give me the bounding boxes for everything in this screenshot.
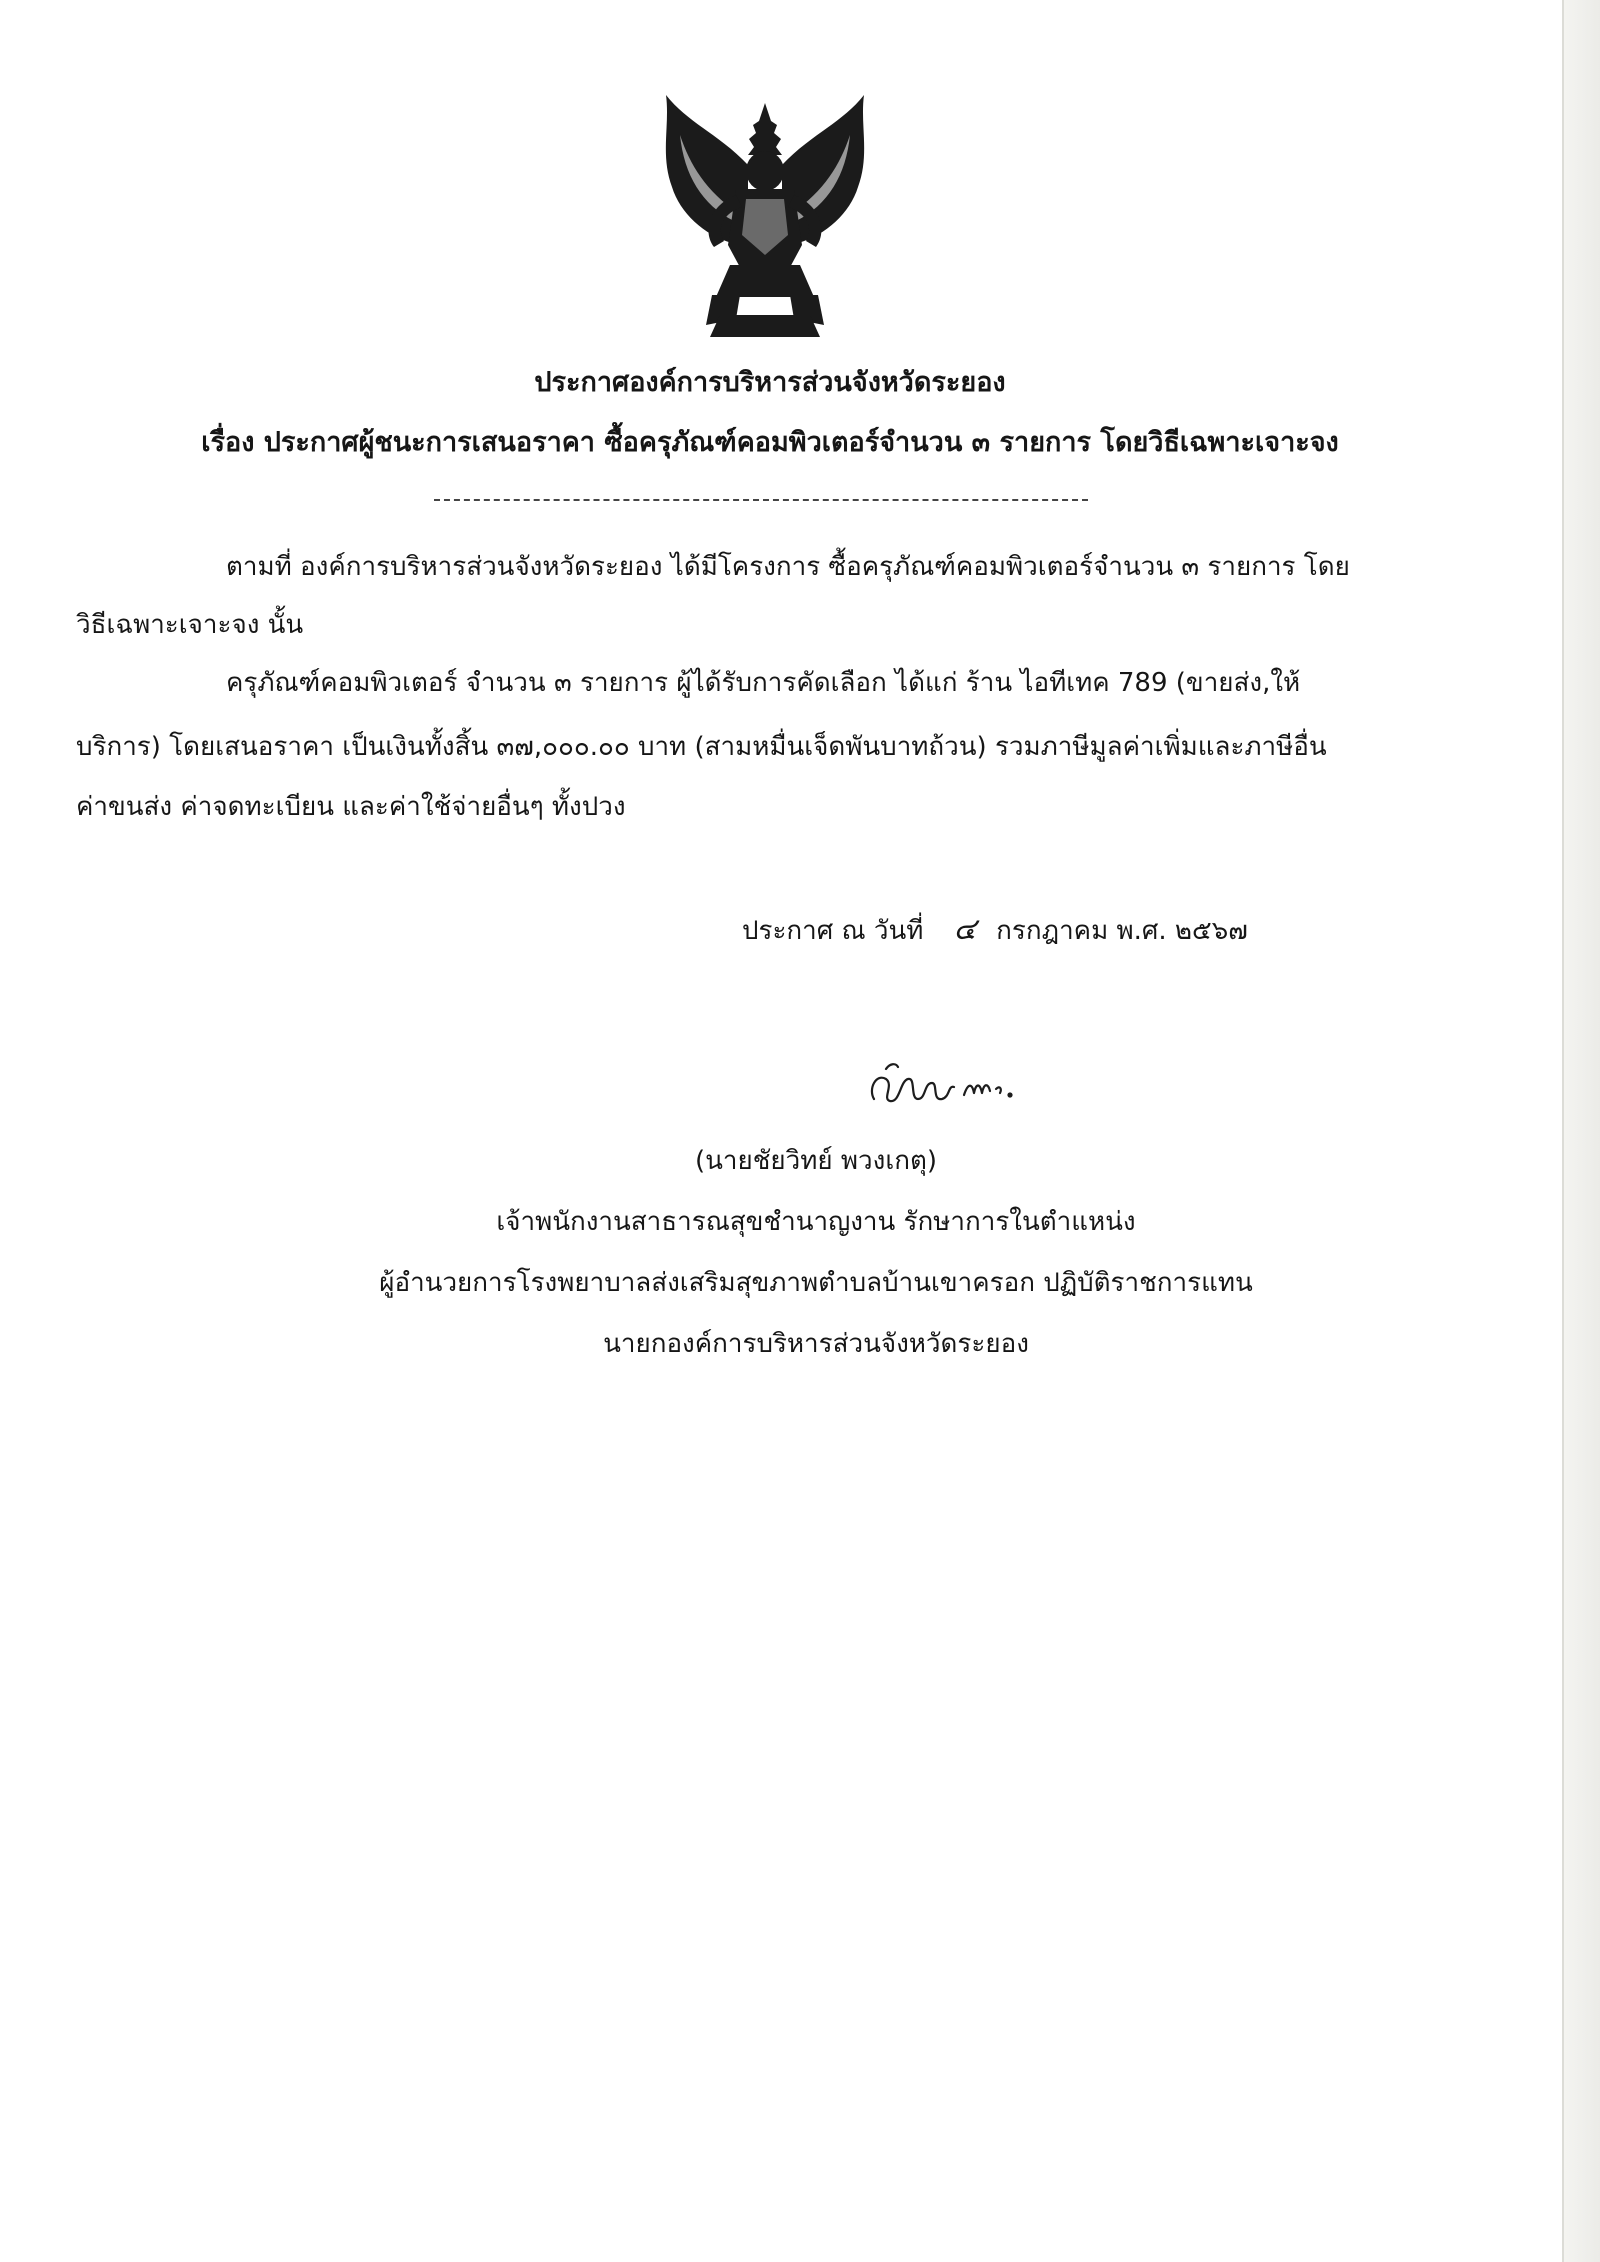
title-divider [434, 499, 1088, 501]
handwritten-signature [860, 1055, 1060, 1115]
date-month-year: กรกฎาคม พ.ศ. ๒๕๖๗ [996, 916, 1248, 946]
signer-name: (นายชัยวิทย์ พวงเกตุ) [695, 1146, 937, 1176]
announcement-subject: เรื่อง ประกาศผู้ชนะการเสนอราคา ซื้อครุภัณฑ์คอมพิวเตอร์จำนวน ๓ รายการ โดยวิธีเฉพาะเจาะจง [201, 427, 1339, 458]
paragraph2-line3: ค่าขนส่ง ค่าจดทะเบียน และค่าใช้จ่ายอื่นๆ ทั้งปวง [76, 792, 626, 822]
announcement-title: ประกาศองค์การบริหารส่วนจังหวัดระยอง [534, 367, 1006, 398]
page-edge [1562, 0, 1600, 2262]
paragraph2-line2: บริการ) โดยเสนอราคา เป็นเงินทั้งสิ้น ๓๗,๐๐๐.๐๐ บาท (สามหมื่นเจ็ดพันบาทถ้วน) รวมภาษีมูลค่าเพิ่มและภาษีอื่น [76, 732, 1327, 762]
paragraph1-line2: วิธีเฉพาะเจาะจง นั้น [76, 610, 304, 640]
paragraph2-line1: ครุภัณฑ์คอมพิวเตอร์ จำนวน ๓ รายการ ผู้ได้รับการคัดเลือก ได้แก่ ร้าน ไอทีเทค 789 (ขายส่ง,ให้ [226, 668, 1301, 698]
date-day: ๔ [953, 912, 977, 947]
date-prefix: ประกาศ ณ วันที่ [742, 916, 924, 946]
signer-position-line2: ผู้อำนวยการโรงพยาบาลส่งเสริมสุขภาพตำบลบ้านเขาครอก ปฏิบัติราชการแทน [379, 1268, 1253, 1298]
signer-position-line1: เจ้าพนักงานสาธารณสุขชำนาญงาน รักษาการในตำแหน่ง [496, 1207, 1136, 1237]
paragraph1-line1: ตามที่ องค์การบริหารส่วนจังหวัดระยอง ได้มีโครงการ ซื้อครุภัณฑ์คอมพิวเตอร์จำนวน ๓ รายการ โดย [226, 552, 1350, 582]
announcement-date [742, 906, 1248, 953]
garuda-emblem-icon [650, 95, 880, 340]
signer-position-line3: นายกองค์การบริหารส่วนจังหวัดระยอง [603, 1329, 1029, 1359]
